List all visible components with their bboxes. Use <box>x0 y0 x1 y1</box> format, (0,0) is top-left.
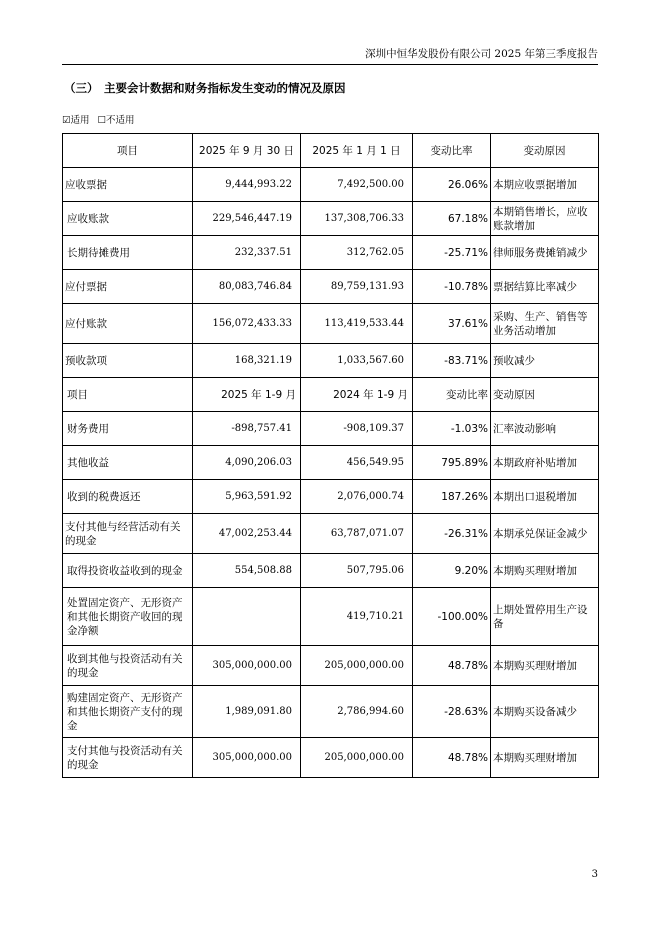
row-change-rate: -100.00% <box>413 588 491 646</box>
row-change-reason: 本期出口退税增加 <box>491 480 599 514</box>
not-applicable-checkbox: ☐不适用 <box>97 115 135 126</box>
row-change-reason: 本期销售增长，应收账款增加 <box>491 202 599 236</box>
table-row <box>63 202 599 236</box>
row-change-reason: 律师服务费摊销减少 <box>491 236 599 270</box>
row-prior-value: 456,549.95 <box>301 446 413 480</box>
table2-header-row <box>63 378 599 412</box>
table-row <box>63 514 599 554</box>
table-row <box>63 270 599 304</box>
table-row <box>63 168 599 202</box>
table-row <box>63 236 599 270</box>
row-change-reason: 本期购买理财增加 <box>491 646 599 686</box>
row-item: 应收票据 <box>63 168 193 202</box>
header-period-current: 2025 年 1-9 月 <box>193 378 301 412</box>
row-current-value: 305,000,000.00 <box>193 646 301 686</box>
row-change-rate: -26.31% <box>413 514 491 554</box>
header-period-prior: 2024 年 1-9 月 <box>301 378 413 412</box>
applicable-checkbox: ☑适用 <box>62 115 90 126</box>
row-item: 财务费用 <box>63 412 193 446</box>
row-change-reason: 本期购买理财增加 <box>491 554 599 588</box>
row-current-value: 9,444,993.22 <box>193 168 301 202</box>
section-heading <box>64 80 346 96</box>
row-current-value: 4,090,206.03 <box>193 446 301 480</box>
row-prior-value: 205,000,000.00 <box>301 738 413 778</box>
row-current-value: 168,321.19 <box>193 344 301 378</box>
row-change-reason: 预收减少 <box>491 344 599 378</box>
row-item: 取得投资收益收到的现金 <box>63 554 193 588</box>
table-row <box>63 304 599 344</box>
row-change-reason: 本期政府补贴增加 <box>491 446 599 480</box>
header-date-current: 2025 年 9 月 30 日 <box>193 134 301 168</box>
table1-header-row <box>63 134 599 168</box>
row-prior-value: 312,762.05 <box>301 236 413 270</box>
row-item: 长期待摊费用 <box>63 236 193 270</box>
report-title: 深圳中恒华发股份有限公司 2025 年第三季度报告 <box>365 48 598 60</box>
row-change-reason: 汇率波动影响 <box>491 412 599 446</box>
row-change-reason: 本期承兑保证金减少 <box>491 514 599 554</box>
row-change-rate: 187.26% <box>413 480 491 514</box>
row-current-value: 47,002,253.44 <box>193 514 301 554</box>
row-item: 收到的税费返还 <box>63 480 193 514</box>
row-prior-value: 1,033,567.60 <box>301 344 413 378</box>
row-item: 购建固定资产、无形资产和其他长期资产支付的现金 <box>63 686 193 738</box>
row-item: 支付其他与投资活动有关的现金 <box>63 738 193 778</box>
row-prior-value: 89,759,131.93 <box>301 270 413 304</box>
header-item: 项目 <box>63 134 193 168</box>
table-row <box>63 412 599 446</box>
row-current-value: 554,508.88 <box>193 554 301 588</box>
header-change-rate: 变动比率 <box>413 134 491 168</box>
row-change-rate: -25.71% <box>413 236 491 270</box>
row-item: 处置固定资产、无形资产和其他长期资产收回的现金净额 <box>63 588 193 646</box>
row-item: 应付账款 <box>63 304 193 344</box>
row-prior-value: 2,786,994.60 <box>301 686 413 738</box>
row-change-reason: 采购、生产、销售等业务活动增加 <box>491 304 599 344</box>
row-change-reason: 本期应收票据增加 <box>491 168 599 202</box>
header-item: 项目 <box>63 378 193 412</box>
row-item: 收到其他与投资活动有关的现金 <box>63 646 193 686</box>
page-header <box>62 44 598 65</box>
table-row <box>63 588 599 646</box>
row-current-value: -898,757.41 <box>193 412 301 446</box>
row-change-rate: 48.78% <box>413 646 491 686</box>
row-item: 应收账款 <box>63 202 193 236</box>
row-current-value: 156,072,433.33 <box>193 304 301 344</box>
header-change-reason: 变动原因 <box>491 378 599 412</box>
row-change-rate: -83.71% <box>413 344 491 378</box>
applicability-options <box>62 112 135 126</box>
row-prior-value: 507,795.06 <box>301 554 413 588</box>
row-change-reason: 本期购买理财增加 <box>491 738 599 778</box>
row-change-rate: 67.18% <box>413 202 491 236</box>
row-prior-value: 2,076,000.74 <box>301 480 413 514</box>
row-change-rate: 795.89% <box>413 446 491 480</box>
row-change-reason: 本期购买设备减少 <box>491 686 599 738</box>
row-prior-value: 419,710.21 <box>301 588 413 646</box>
table-row <box>63 480 599 514</box>
row-prior-value: 7,492,500.00 <box>301 168 413 202</box>
header-change-reason: 变动原因 <box>491 134 599 168</box>
row-item: 其他收益 <box>63 446 193 480</box>
row-prior-value: 137,308,706.33 <box>301 202 413 236</box>
page-number: 3 <box>591 869 598 880</box>
table-row <box>63 738 599 778</box>
section-number: （三） <box>64 81 99 95</box>
row-current-value <box>193 588 301 646</box>
header-date-begin: 2025 年 1 月 1 日 <box>301 134 413 168</box>
table-row <box>63 446 599 480</box>
row-current-value: 80,083,746.84 <box>193 270 301 304</box>
row-current-value: 229,546,447.19 <box>193 202 301 236</box>
row-prior-value: 63,787,071.07 <box>301 514 413 554</box>
row-current-value: 305,000,000.00 <box>193 738 301 778</box>
table-row <box>63 686 599 738</box>
row-change-rate: -1.03% <box>413 412 491 446</box>
row-change-rate: 37.61% <box>413 304 491 344</box>
row-current-value: 5,963,591.92 <box>193 480 301 514</box>
table-row <box>63 344 599 378</box>
section-title: 主要会计数据和财务指标发生变动的情况及原因 <box>104 81 346 95</box>
row-current-value: 1,989,091.80 <box>193 686 301 738</box>
row-change-rate: 26.06% <box>413 168 491 202</box>
row-prior-value: 113,419,533.44 <box>301 304 413 344</box>
row-prior-value: -908,109.37 <box>301 412 413 446</box>
row-change-rate: -10.78% <box>413 270 491 304</box>
table-row <box>63 554 599 588</box>
row-change-reason: 票据结算比率减少 <box>491 270 599 304</box>
row-change-rate: 48.78% <box>413 738 491 778</box>
row-current-value: 232,337.51 <box>193 236 301 270</box>
row-prior-value: 205,000,000.00 <box>301 646 413 686</box>
financial-changes-table <box>62 133 599 778</box>
row-item: 应付票据 <box>63 270 193 304</box>
row-change-rate: -28.63% <box>413 686 491 738</box>
row-item: 预收款项 <box>63 344 193 378</box>
row-change-reason: 上期处置停用生产设备 <box>491 588 599 646</box>
header-change-rate: 变动比率 <box>413 378 491 412</box>
row-item: 支付其他与经营活动有关的现金 <box>63 514 193 554</box>
table-row <box>63 646 599 686</box>
row-change-rate: 9.20% <box>413 554 491 588</box>
